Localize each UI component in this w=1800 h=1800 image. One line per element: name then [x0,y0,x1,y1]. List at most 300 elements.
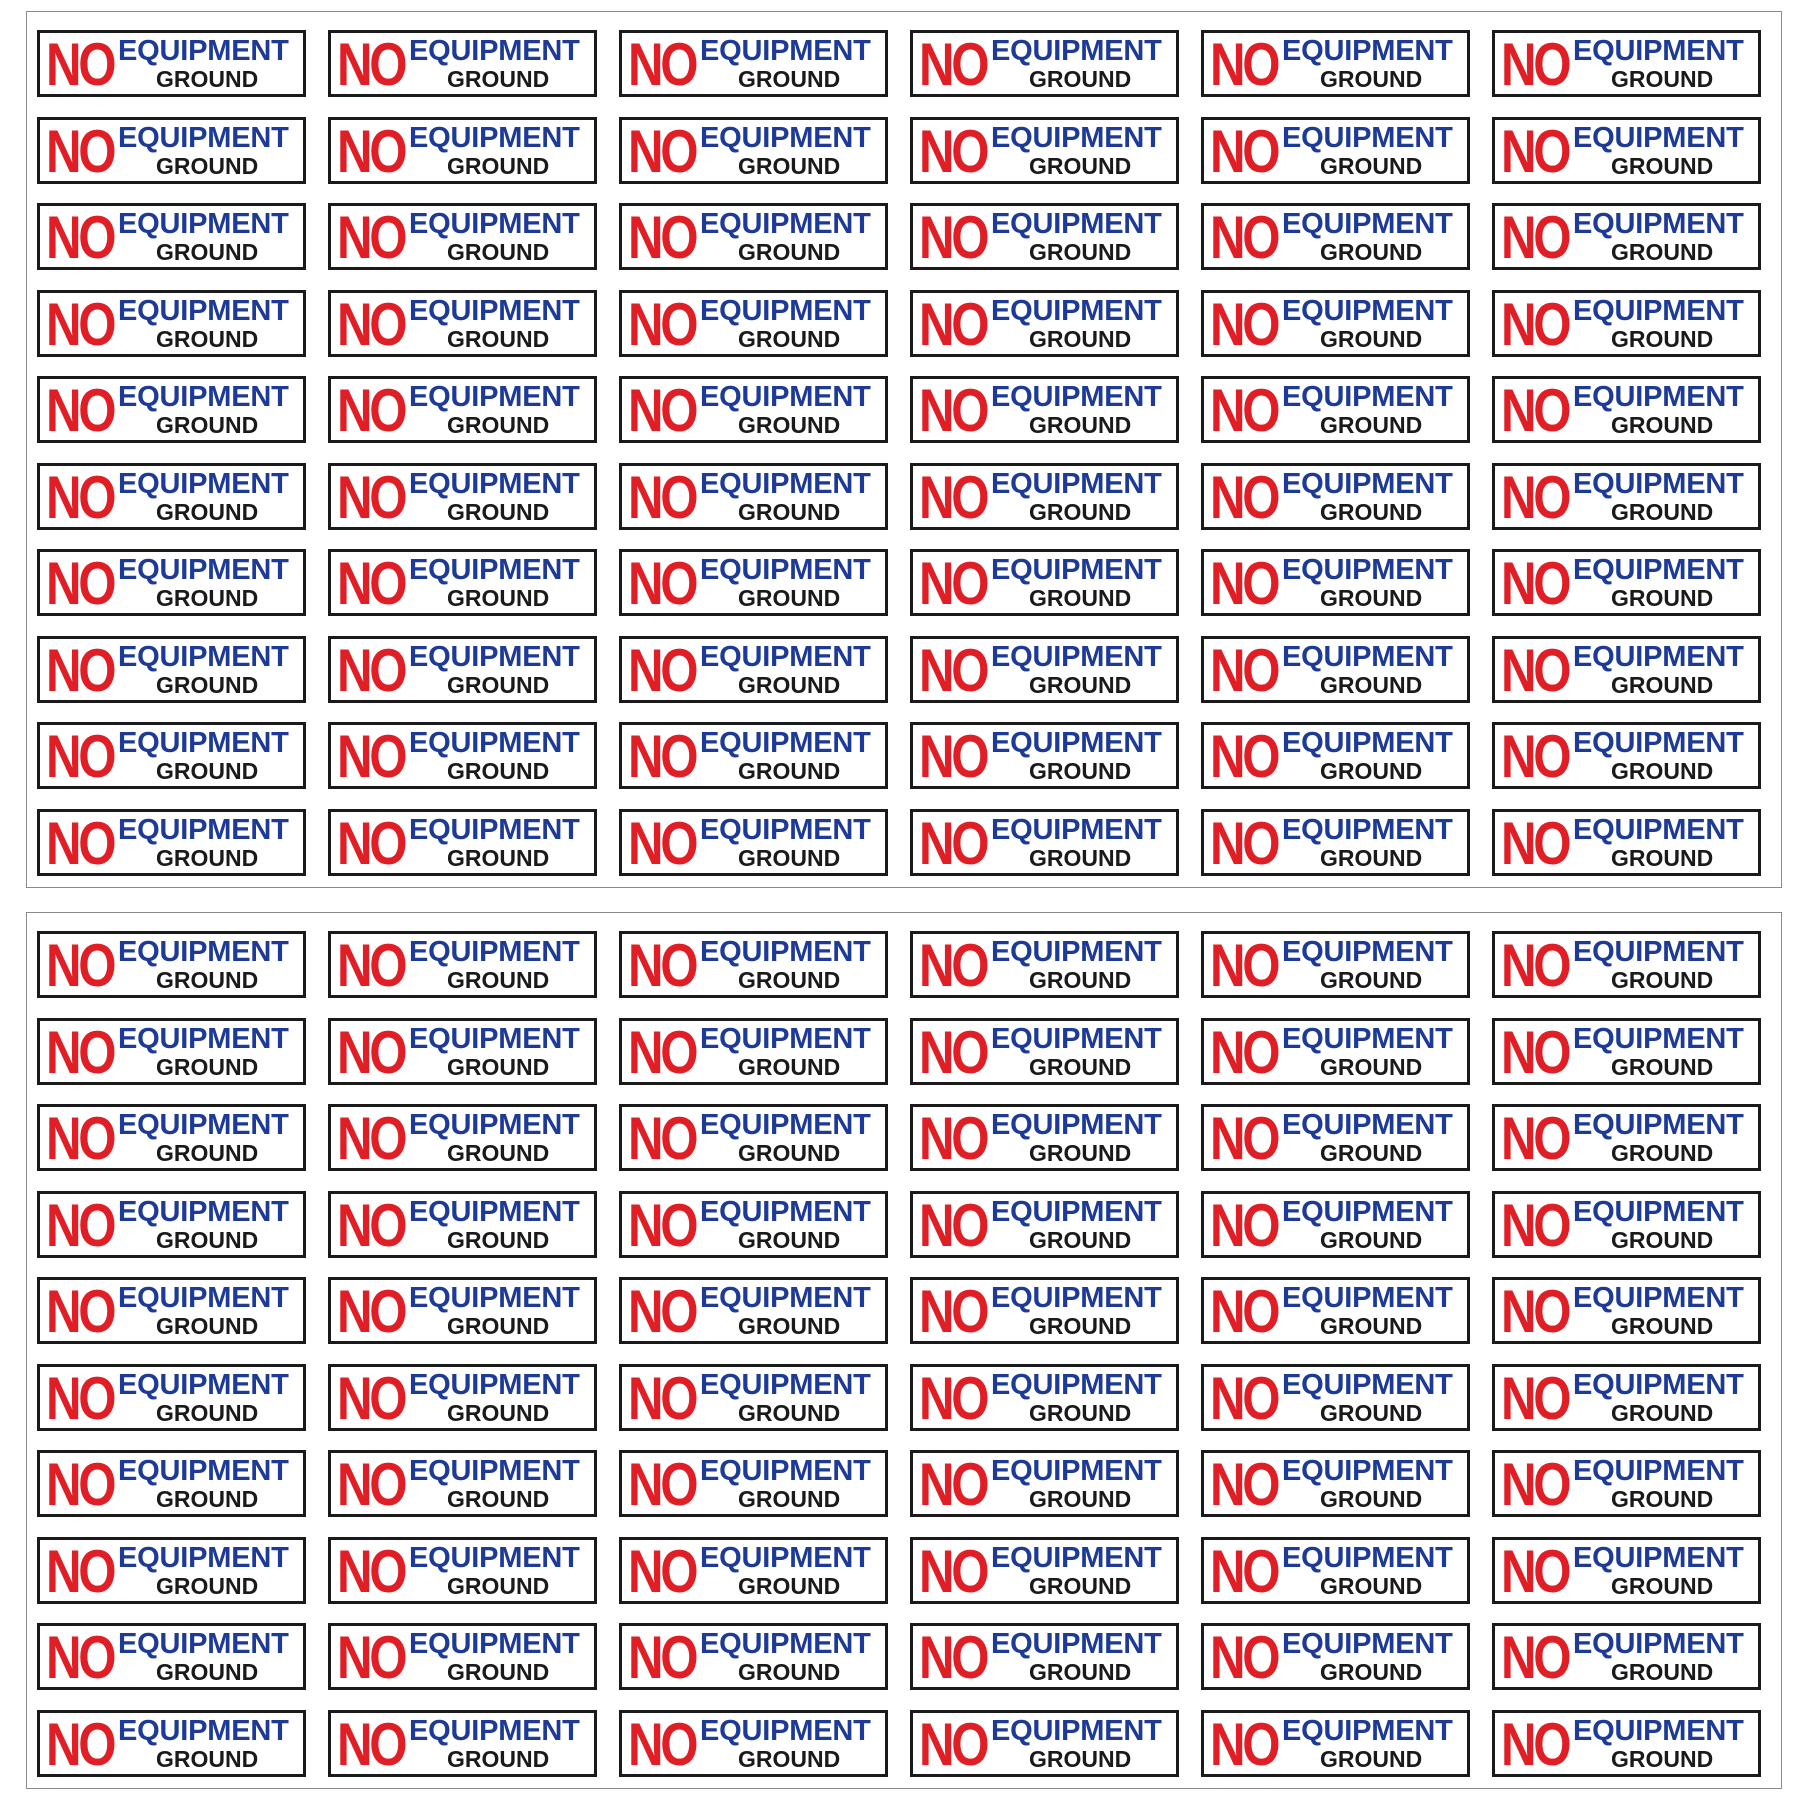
no-equipment-ground-label [910,1537,1179,1604]
label-no-text: NO [337,550,405,616]
no-equipment-ground-label [37,376,306,443]
label-no-text: NO [337,1451,405,1517]
no-equipment-ground-label [328,30,597,97]
label-equipment-text: EQUIPMENT [1282,1541,1453,1574]
no-equipment-ground-label [1201,636,1470,703]
no-equipment-ground-label [328,1191,597,1258]
no-equipment-ground-label [1492,549,1761,616]
label-equipment-text: EQUIPMENT [700,1109,871,1141]
no-equipment-ground-label [619,117,888,184]
label-equipment-text: EQUIPMENT [1282,1022,1453,1055]
label-ground-text: GROUND [1029,325,1132,352]
label-no-text: NO [919,1278,987,1344]
label-ground-text: GROUND [1320,1313,1423,1339]
label-ground-text: GROUND [1611,1313,1714,1339]
label-equipment-text: EQUIPMENT [118,1628,289,1660]
label-sheet-1 [26,11,1782,888]
label-equipment-text: EQUIPMENT [700,1368,871,1401]
label-ground-text: GROUND [1320,844,1423,871]
no-equipment-ground-label [1492,117,1761,184]
label-ground-text: GROUND [1029,1313,1132,1339]
label-no-text: NO [46,1451,114,1517]
label-equipment-text: EQUIPMENT [1282,121,1453,154]
label-no-text: NO [1210,809,1278,876]
no-equipment-ground-label [1492,1364,1761,1431]
no-equipment-ground-label [37,1537,306,1604]
label-ground-text: GROUND [1029,758,1132,784]
label-ground-text: GROUND [156,1399,259,1426]
no-equipment-ground-label [328,931,597,998]
label-no-text: NO [1210,1278,1278,1344]
label-equipment-text: EQUIPMENT [118,294,289,327]
label-ground-text: GROUND [447,1053,550,1080]
no-equipment-ground-label [910,117,1179,184]
label-no-text: NO [628,1710,696,1777]
no-equipment-ground-label [619,636,888,703]
label-no-text: NO [919,723,987,789]
label-no-text: NO [1210,636,1278,703]
label-no-text: NO [919,204,987,270]
label-equipment-text: EQUIPMENT [1282,1628,1453,1660]
label-equipment-text: EQUIPMENT [409,1628,580,1660]
label-ground-text: GROUND [738,498,841,525]
label-ground-text: GROUND [447,671,550,698]
no-equipment-ground-label [1492,1104,1761,1171]
label-no-text: NO [46,377,114,443]
label-ground-text: GROUND [1611,1572,1714,1599]
label-equipment-text: EQUIPMENT [991,1195,1162,1228]
no-equipment-ground-label [619,722,888,789]
no-equipment-ground-label [328,636,597,703]
label-ground-text: GROUND [447,1659,550,1685]
label-ground-text: GROUND [447,325,550,352]
no-equipment-ground-label [37,1104,306,1171]
label-ground-text: GROUND [738,585,841,611]
no-equipment-ground-label [910,1450,1179,1517]
label-no-text: NO [1501,1191,1569,1258]
label-no-text: NO [919,550,987,616]
label-equipment-text: EQUIPMENT [1282,813,1453,846]
no-equipment-ground-label [910,1364,1179,1431]
label-no-text: NO [1501,1624,1569,1690]
label-equipment-text: EQUIPMENT [409,813,580,846]
label-ground-text: GROUND [1611,1399,1714,1426]
label-no-text: NO [1501,1710,1569,1777]
no-equipment-ground-label [37,30,306,97]
label-no-text: NO [46,463,114,530]
no-equipment-ground-label [619,376,888,443]
label-equipment-text: EQUIPMENT [409,208,580,240]
no-equipment-ground-label [1201,463,1470,530]
label-ground-text: GROUND [156,325,259,352]
label-no-text: NO [1210,117,1278,184]
label-equipment-text: EQUIPMENT [700,294,871,327]
label-ground-text: GROUND [156,844,259,871]
label-equipment-text: EQUIPMENT [409,121,580,154]
label-ground-text: GROUND [1029,585,1132,611]
no-equipment-ground-label [619,1710,888,1777]
label-equipment-text: EQUIPMENT [700,1455,871,1487]
label-ground-text: GROUND [738,1053,841,1080]
label-no-text: NO [628,204,696,270]
label-equipment-text: EQUIPMENT [1282,1109,1453,1141]
label-ground-text: GROUND [447,967,550,993]
label-ground-text: GROUND [1611,66,1714,92]
label-no-text: NO [628,31,696,97]
no-equipment-ground-label [1201,722,1470,789]
label-no-text: NO [46,1537,114,1604]
label-no-text: NO [919,1105,987,1171]
label-no-text: NO [1210,1364,1278,1431]
label-ground-text: GROUND [1029,498,1132,525]
label-ground-text: GROUND [738,412,841,438]
label-no-text: NO [46,1364,114,1431]
label-no-text: NO [919,1018,987,1085]
label-equipment-text: EQUIPMENT [118,1195,289,1228]
label-equipment-text: EQUIPMENT [1573,35,1744,67]
no-equipment-ground-label [328,1277,597,1344]
no-equipment-ground-label [37,636,306,703]
label-equipment-text: EQUIPMENT [1573,467,1744,500]
label-equipment-text: EQUIPMENT [991,1628,1162,1660]
label-no-text: NO [337,290,405,357]
label-no-text: NO [46,1191,114,1258]
label-equipment-text: EQUIPMENT [700,467,871,500]
label-equipment-text: EQUIPMENT [1282,1714,1453,1747]
no-equipment-ground-label [619,1364,888,1431]
label-no-text: NO [46,723,114,789]
label-ground-text: GROUND [738,758,841,784]
no-equipment-ground-label [1201,1104,1470,1171]
label-no-text: NO [46,204,114,270]
no-equipment-ground-label [910,1191,1179,1258]
label-ground-text: GROUND [447,758,550,784]
no-equipment-ground-label [1492,636,1761,703]
no-equipment-ground-label [1492,931,1761,998]
label-no-text: NO [628,1191,696,1258]
no-equipment-ground-label [1492,203,1761,270]
label-equipment-text: EQUIPMENT [409,727,580,759]
label-ground-text: GROUND [1029,1140,1132,1166]
label-ground-text: GROUND [156,412,259,438]
label-ground-text: GROUND [1029,967,1132,993]
label-no-text: NO [1501,636,1569,703]
no-equipment-ground-label [1201,931,1470,998]
no-equipment-ground-label [37,722,306,789]
no-equipment-ground-label [1492,463,1761,530]
label-ground-text: GROUND [1320,1226,1423,1253]
label-equipment-text: EQUIPMENT [1573,727,1744,759]
no-equipment-ground-label [910,722,1179,789]
label-equipment-text: EQUIPMENT [991,294,1162,327]
label-equipment-text: EQUIPMENT [1282,294,1453,327]
label-no-text: NO [1210,290,1278,357]
label-no-text: NO [1210,1105,1278,1171]
label-no-text: NO [628,932,696,998]
label-ground-text: GROUND [738,66,841,92]
label-ground-text: GROUND [738,239,841,265]
label-ground-text: GROUND [1611,671,1714,698]
label-equipment-text: EQUIPMENT [700,813,871,846]
label-no-text: NO [628,550,696,616]
no-equipment-ground-label [1492,30,1761,97]
label-ground-text: GROUND [1611,412,1714,438]
label-equipment-text: EQUIPMENT [991,554,1162,586]
label-no-text: NO [628,1018,696,1085]
no-equipment-ground-label [1492,1277,1761,1344]
label-no-text: NO [337,1710,405,1777]
no-equipment-ground-label [1492,1450,1761,1517]
label-no-text: NO [337,809,405,876]
label-no-text: NO [1501,1018,1569,1085]
label-no-text: NO [628,723,696,789]
no-equipment-ground-label [328,1623,597,1690]
label-no-text: NO [628,117,696,184]
label-ground-text: GROUND [156,1140,259,1166]
label-no-text: NO [1501,290,1569,357]
label-equipment-text: EQUIPMENT [1282,208,1453,240]
label-ground-text: GROUND [1320,585,1423,611]
label-no-text: NO [46,1624,114,1690]
label-no-text: NO [919,1451,987,1517]
label-ground-text: GROUND [738,1140,841,1166]
no-equipment-ground-label [910,809,1179,876]
label-no-text: NO [337,377,405,443]
no-equipment-ground-label [619,1623,888,1690]
label-ground-text: GROUND [1320,671,1423,698]
label-no-text: NO [628,1451,696,1517]
no-equipment-ground-label [1201,1364,1470,1431]
label-equipment-text: EQUIPMENT [991,121,1162,154]
no-equipment-ground-label [1201,809,1470,876]
no-equipment-ground-label [1492,1018,1761,1085]
label-ground-text: GROUND [738,844,841,871]
no-equipment-ground-label [328,1537,597,1604]
label-equipment-text: EQUIPMENT [1282,1282,1453,1314]
label-equipment-text: EQUIPMENT [1282,640,1453,673]
label-grid [37,931,1761,1777]
no-equipment-ground-label [1492,1710,1761,1777]
label-equipment-text: EQUIPMENT [118,35,289,67]
label-equipment-text: EQUIPMENT [1573,1282,1744,1314]
label-no-text: NO [46,1710,114,1777]
label-no-text: NO [337,1537,405,1604]
label-no-text: NO [1210,377,1278,443]
label-no-text: NO [46,1105,114,1171]
label-equipment-text: EQUIPMENT [991,35,1162,67]
label-equipment-text: EQUIPMENT [1573,1541,1744,1574]
label-equipment-text: EQUIPMENT [1282,1368,1453,1401]
no-equipment-ground-label [910,1710,1179,1777]
no-equipment-ground-label [328,203,597,270]
label-ground-text: GROUND [1029,844,1132,871]
label-equipment-text: EQUIPMENT [409,1541,580,1574]
label-no-text: NO [1501,31,1569,97]
no-equipment-ground-label [619,290,888,357]
label-ground-text: GROUND [1320,1572,1423,1599]
label-ground-text: GROUND [1029,152,1132,179]
label-ground-text: GROUND [447,1140,550,1166]
label-equipment-text: EQUIPMENT [1573,208,1744,240]
no-equipment-ground-label [619,1104,888,1171]
label-ground-text: GROUND [447,152,550,179]
no-equipment-ground-label [910,1104,1179,1171]
no-equipment-ground-label [1201,549,1470,616]
label-equipment-text: EQUIPMENT [118,121,289,154]
label-equipment-text: EQUIPMENT [991,936,1162,968]
label-ground-text: GROUND [447,1313,550,1339]
label-equipment-text: EQUIPMENT [991,640,1162,673]
label-no-text: NO [337,636,405,703]
label-no-text: NO [919,636,987,703]
no-equipment-ground-label [37,549,306,616]
label-equipment-text: EQUIPMENT [1573,294,1744,327]
no-equipment-ground-label [1492,1537,1761,1604]
label-ground-text: GROUND [447,239,550,265]
no-equipment-ground-label [910,203,1179,270]
no-equipment-ground-label [619,1191,888,1258]
no-equipment-ground-label [37,931,306,998]
label-no-text: NO [1210,463,1278,530]
label-ground-text: GROUND [1320,239,1423,265]
label-no-text: NO [919,463,987,530]
no-equipment-ground-label [1492,722,1761,789]
label-ground-text: GROUND [1320,1486,1423,1512]
label-equipment-text: EQUIPMENT [991,1282,1162,1314]
label-no-text: NO [46,550,114,616]
label-no-text: NO [1501,1105,1569,1171]
no-equipment-ground-label [37,1623,306,1690]
no-equipment-ground-label [37,1018,306,1085]
no-equipment-ground-label [37,1450,306,1517]
label-equipment-text: EQUIPMENT [1573,1109,1744,1141]
no-equipment-ground-label [1201,1537,1470,1604]
label-equipment-text: EQUIPMENT [700,1628,871,1660]
label-ground-text: GROUND [1320,412,1423,438]
label-no-text: NO [919,932,987,998]
label-ground-text: GROUND [1320,325,1423,352]
label-equipment-text: EQUIPMENT [118,1282,289,1314]
label-equipment-text: EQUIPMENT [700,35,871,67]
label-ground-text: GROUND [1029,239,1132,265]
label-ground-text: GROUND [447,1399,550,1426]
label-equipment-text: EQUIPMENT [1282,936,1453,968]
label-equipment-text: EQUIPMENT [700,208,871,240]
no-equipment-ground-label [910,30,1179,97]
no-equipment-ground-label [619,931,888,998]
no-equipment-ground-label [1492,290,1761,357]
label-ground-text: GROUND [738,152,841,179]
label-no-text: NO [46,1278,114,1344]
label-equipment-text: EQUIPMENT [118,1455,289,1487]
label-no-text: NO [46,1018,114,1085]
label-equipment-text: EQUIPMENT [991,467,1162,500]
label-equipment-text: EQUIPMENT [1282,1455,1453,1487]
label-equipment-text: EQUIPMENT [118,1022,289,1055]
label-ground-text: GROUND [447,66,550,92]
no-equipment-ground-label [619,809,888,876]
label-equipment-text: EQUIPMENT [118,1541,289,1574]
no-equipment-ground-label [1492,809,1761,876]
no-equipment-ground-label [619,463,888,530]
no-equipment-ground-label [910,931,1179,998]
label-ground-text: GROUND [447,585,550,611]
label-equipment-text: EQUIPMENT [1573,813,1744,846]
label-ground-text: GROUND [447,844,550,871]
no-equipment-ground-label [37,290,306,357]
label-equipment-text: EQUIPMENT [991,1714,1162,1747]
label-no-text: NO [337,1278,405,1344]
label-ground-text: GROUND [738,1486,841,1512]
label-equipment-text: EQUIPMENT [700,1714,871,1747]
label-ground-text: GROUND [1029,1486,1132,1512]
label-equipment-text: EQUIPMENT [991,1541,1162,1574]
label-ground-text: GROUND [1029,1053,1132,1080]
no-equipment-ground-label [328,1018,597,1085]
no-equipment-ground-label [328,1104,597,1171]
label-no-text: NO [1501,809,1569,876]
label-ground-text: GROUND [1029,1226,1132,1253]
label-ground-text: GROUND [156,239,259,265]
label-ground-text: GROUND [738,1659,841,1685]
no-equipment-ground-label [910,1623,1179,1690]
label-ground-text: GROUND [1611,967,1714,993]
label-equipment-text: EQUIPMENT [991,1109,1162,1141]
label-ground-text: GROUND [1029,66,1132,92]
label-equipment-text: EQUIPMENT [409,1368,580,1401]
label-no-text: NO [1501,723,1569,789]
no-equipment-ground-label [37,203,306,270]
no-equipment-ground-label [1492,376,1761,443]
no-equipment-ground-label [328,1450,597,1517]
label-ground-text: GROUND [1320,1140,1423,1166]
label-equipment-text: EQUIPMENT [1573,1714,1744,1747]
no-equipment-ground-label [37,117,306,184]
no-equipment-ground-label [328,1364,597,1431]
label-equipment-text: EQUIPMENT [1573,121,1744,154]
label-no-text: NO [1210,204,1278,270]
label-ground-text: GROUND [738,1313,841,1339]
label-no-text: NO [337,723,405,789]
label-no-text: NO [628,1364,696,1431]
label-no-text: NO [337,463,405,530]
label-ground-text: GROUND [1320,498,1423,525]
label-equipment-text: EQUIPMENT [991,1368,1162,1401]
label-no-text: NO [46,117,114,184]
no-equipment-ground-label [619,1450,888,1517]
label-equipment-text: EQUIPMENT [1573,1628,1744,1660]
label-no-text: NO [46,636,114,703]
label-equipment-text: EQUIPMENT [700,936,871,968]
no-equipment-ground-label [619,203,888,270]
label-equipment-text: EQUIPMENT [409,1022,580,1055]
label-equipment-text: EQUIPMENT [1573,1455,1744,1487]
no-equipment-ground-label [1492,1623,1761,1690]
label-no-text: NO [628,809,696,876]
label-no-text: NO [628,1278,696,1344]
no-equipment-ground-label [37,1191,306,1258]
label-equipment-text: EQUIPMENT [700,121,871,154]
label-equipment-text: EQUIPMENT [700,1282,871,1314]
no-equipment-ground-label [910,463,1179,530]
no-equipment-ground-label [910,1018,1179,1085]
label-no-text: NO [337,1191,405,1258]
label-ground-text: GROUND [156,1313,259,1339]
no-equipment-ground-label [619,549,888,616]
label-ground-text: GROUND [156,152,259,179]
label-equipment-text: EQUIPMENT [700,727,871,759]
no-equipment-ground-label [1201,376,1470,443]
